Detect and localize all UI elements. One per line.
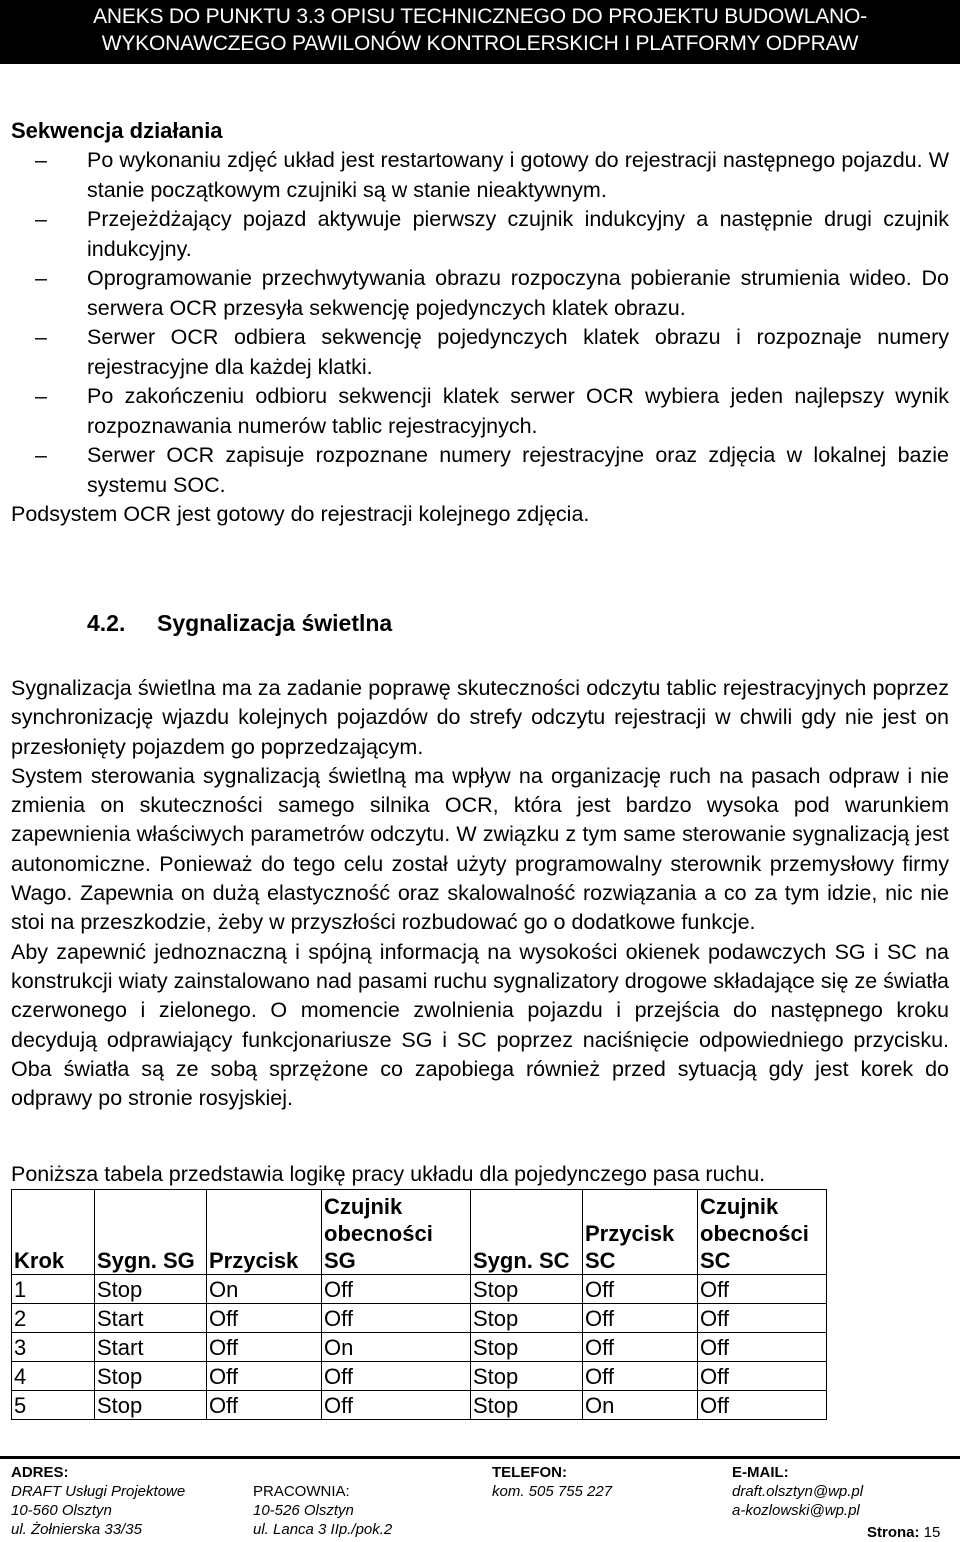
studio-label: PRACOWNIA:	[253, 1483, 350, 1500]
studio-line: ul. Lanca 3 IIp./pok.2	[253, 1521, 393, 1538]
address-line: 10-560 Olsztyn	[11, 1502, 112, 1519]
email-link[interactable]: draft.olsztyn@wp.pl	[732, 1483, 864, 1500]
table-cell: Off	[698, 1275, 827, 1304]
table-cell: Stop	[471, 1333, 583, 1362]
column-header: Sygn. SG	[95, 1190, 207, 1275]
sequence-title: Sekwencja działania	[11, 118, 223, 143]
dash-bullet: –	[35, 325, 47, 349]
sequence-section	[11, 116, 949, 530]
table-cell: Stop	[471, 1304, 583, 1333]
list-item-text: Przejeżdżający pojazd aktywuje pierwszy czujnik indukcyjny a następnie drugi czujnik indukcyjny.	[87, 207, 949, 261]
email-label: E-MAIL:	[732, 1464, 789, 1481]
table-header-row	[12, 1190, 827, 1275]
column-header: Czujnik obecności SC	[698, 1190, 827, 1275]
logic-table	[11, 1189, 827, 1420]
table-cell: On	[322, 1333, 471, 1362]
table-cell: Off	[207, 1391, 322, 1420]
list-item	[11, 323, 949, 382]
list-item	[11, 441, 949, 500]
sequence-list	[11, 146, 949, 500]
table-cell: Off	[322, 1391, 471, 1420]
page-number	[867, 1523, 940, 1542]
list-item-text: Po zakończeniu odbioru sekwencji klatek serwer OCR wybiera jeden najlepszy wynik rozpoznawania numerów tablic rejestracyjnych.	[87, 384, 949, 438]
table-cell: On	[207, 1275, 322, 1304]
table-row	[12, 1304, 827, 1333]
table-cell: Off	[207, 1333, 322, 1362]
column-header: Czujnik obecności SG	[322, 1190, 471, 1275]
address-line: DRAFT Usługi Projektowe	[11, 1483, 186, 1500]
table-cell: Off	[207, 1362, 322, 1391]
address-line: ul. Żołnierska 33/35	[11, 1521, 142, 1538]
document-footer	[0, 1456, 960, 1542]
table-cell: 2	[12, 1304, 95, 1333]
table-cell: Off	[583, 1275, 698, 1304]
section-number: 4.2.	[87, 610, 126, 636]
column-header: Przycisk SC	[583, 1190, 698, 1275]
table-cell: Off	[698, 1333, 827, 1362]
list-item	[11, 205, 949, 264]
table-cell: Off	[322, 1275, 471, 1304]
footer-address	[11, 1463, 185, 1539]
page-label: Strona:	[867, 1524, 920, 1541]
table-row	[12, 1275, 827, 1304]
list-item	[11, 382, 949, 441]
dash-bullet: –	[35, 266, 47, 290]
table-cell: Off	[583, 1362, 698, 1391]
table-cell: Stop	[471, 1275, 583, 1304]
studio-line: 10-526 Olsztyn	[253, 1502, 354, 1519]
column-header: Przycisk	[207, 1190, 322, 1275]
dash-bullet: –	[35, 148, 47, 172]
table-cell: Stop	[95, 1275, 207, 1304]
table-cell: Off	[698, 1362, 827, 1391]
table-row	[12, 1362, 827, 1391]
sequence-closing: Podsystem OCR jest gotowy do rejestracji kolejnego zdjęcia.	[11, 502, 590, 526]
table-intro: Poniższa tabela przedstawia logikę pracy układu dla pojedynczego pasa ruchu.	[11, 1162, 766, 1186]
phone-value: kom. 505 755 227	[492, 1483, 613, 1500]
table-cell: 4	[12, 1362, 95, 1391]
footer-email	[732, 1463, 863, 1520]
header-line-2: WYKONAWCZEGO PAWILONÓW KONTROLERSKICH I PLATFORMY ODPRAW	[101, 32, 859, 55]
table-cell: Off	[698, 1304, 827, 1333]
table-cell: Start	[95, 1304, 207, 1333]
table-cell: Off	[322, 1362, 471, 1391]
table-cell: 3	[12, 1333, 95, 1362]
table-row	[12, 1333, 827, 1362]
list-item-text: Oprogramowanie przechwytywania obrazu rozpoczyna pobieranie strumienia wideo. Do serwera OCR przesyła sekwencję pojedynczych klatek obrazu.	[87, 266, 949, 320]
column-header: Sygn. SC	[471, 1190, 583, 1275]
table-cell: Off	[583, 1333, 698, 1362]
section-heading	[87, 608, 392, 638]
table-cell: Off	[207, 1304, 322, 1333]
phone-label: TELEFON:	[492, 1464, 567, 1481]
list-item-text: Serwer OCR zapisuje rozpoznane numery rejestracyjne oraz zdjęcia w lokalnej bazie systemu SOC.	[87, 443, 949, 497]
table-cell: Stop	[95, 1391, 207, 1420]
page-value: 15	[923, 1524, 941, 1541]
email-link[interactable]: a-kozlowski@wp.pl	[732, 1502, 860, 1519]
table-cell: Stop	[471, 1362, 583, 1391]
table-cell: Stop	[95, 1362, 207, 1391]
table-cell: On	[583, 1391, 698, 1420]
dash-bullet: –	[35, 443, 47, 467]
dash-bullet: –	[35, 207, 47, 231]
paragraph: System sterowania sygnalizacją świetlną ma wpływ na organizację ruch na pasach odpraw i nie zmienia on skuteczności samego silnika OCR, która jest bardzo wysoka pod warunkiem zapewnienia właściwych parametrów odczytu. W związku z tym same sterowanie sygnalizacją jest autonomiczne. Ponieważ do tego celu został użyty programowalny sterownik przemysłowy firmy Wago. Zapewnia on dużą elastyczność oraz skalowalność rozwiązania a co za tym idzie, nic nie stoi na przeszkodzie, żeby w przyszłości rozbudować go o dodatkowe funkcje.	[11, 763, 949, 935]
list-item	[11, 146, 949, 205]
table-cell: 1	[12, 1275, 95, 1304]
table-cell: Stop	[471, 1391, 583, 1420]
section-title: Sygnalizacja świetlna	[157, 610, 393, 636]
address-label: ADRES:	[11, 1464, 69, 1481]
document-header	[0, 0, 960, 64]
paragraph: Aby zapewnić jednoznaczną i spójną informacją na wysokości okienek podawczych SG i SC na konstrukcji wiaty zainstalowano nad pasami ruchu sygnalizatory drogowe składające się ze światła czerwonego i zielonego. O momencie zwolnienia pojazdu i przejścia do następnego kroku decydują odprawiający funkcjonariusze SG i SC poprzez naciśnięcie odpowiedniego przycisku. Oba światła są ze sobą sprzężone co zapobiega również przed sytuacją gdy jest korek do odprawy po stronie rosyjskiej.	[11, 939, 949, 1111]
column-header: Krok	[12, 1190, 95, 1275]
footer-phone	[492, 1463, 612, 1501]
footer-studio	[253, 1482, 392, 1539]
paragraph: Sygnalizacja świetlna ma za zadanie poprawę skuteczności odczytu tablic rejestracyjnych poprzez synchronizację wjazdu kolejnych pojazdów do strefy odczytu rejestracji w chwili gdy nie jest on przesłonięty pojazdem go poprzedzającym.	[11, 676, 949, 759]
list-item-text: Serwer OCR odbiera sekwencję pojedynczych klatek obrazu i rozpoznaje numery rejestracyjne dla każdej klatki.	[87, 325, 949, 379]
section-body	[11, 674, 949, 1113]
table-cell: 5	[12, 1391, 95, 1420]
header-line-1: ANEKS DO PUNKTU 3.3 OPISU TECHNICZNEGO DO PROJEKTU BUDOWLANO-	[93, 5, 867, 28]
table-cell: Start	[95, 1333, 207, 1362]
table-cell: Off	[698, 1391, 827, 1420]
table-cell: Off	[322, 1304, 471, 1333]
table-cell: Off	[583, 1304, 698, 1333]
list-item	[11, 264, 949, 323]
table-row	[12, 1391, 827, 1420]
list-item-text: Po wykonaniu zdjęć układ jest restartowany i gotowy do rejestracji następnego pojazdu. W stanie początkowym czujniki są w stanie nieaktywnym.	[87, 148, 949, 202]
dash-bullet: –	[35, 384, 47, 408]
